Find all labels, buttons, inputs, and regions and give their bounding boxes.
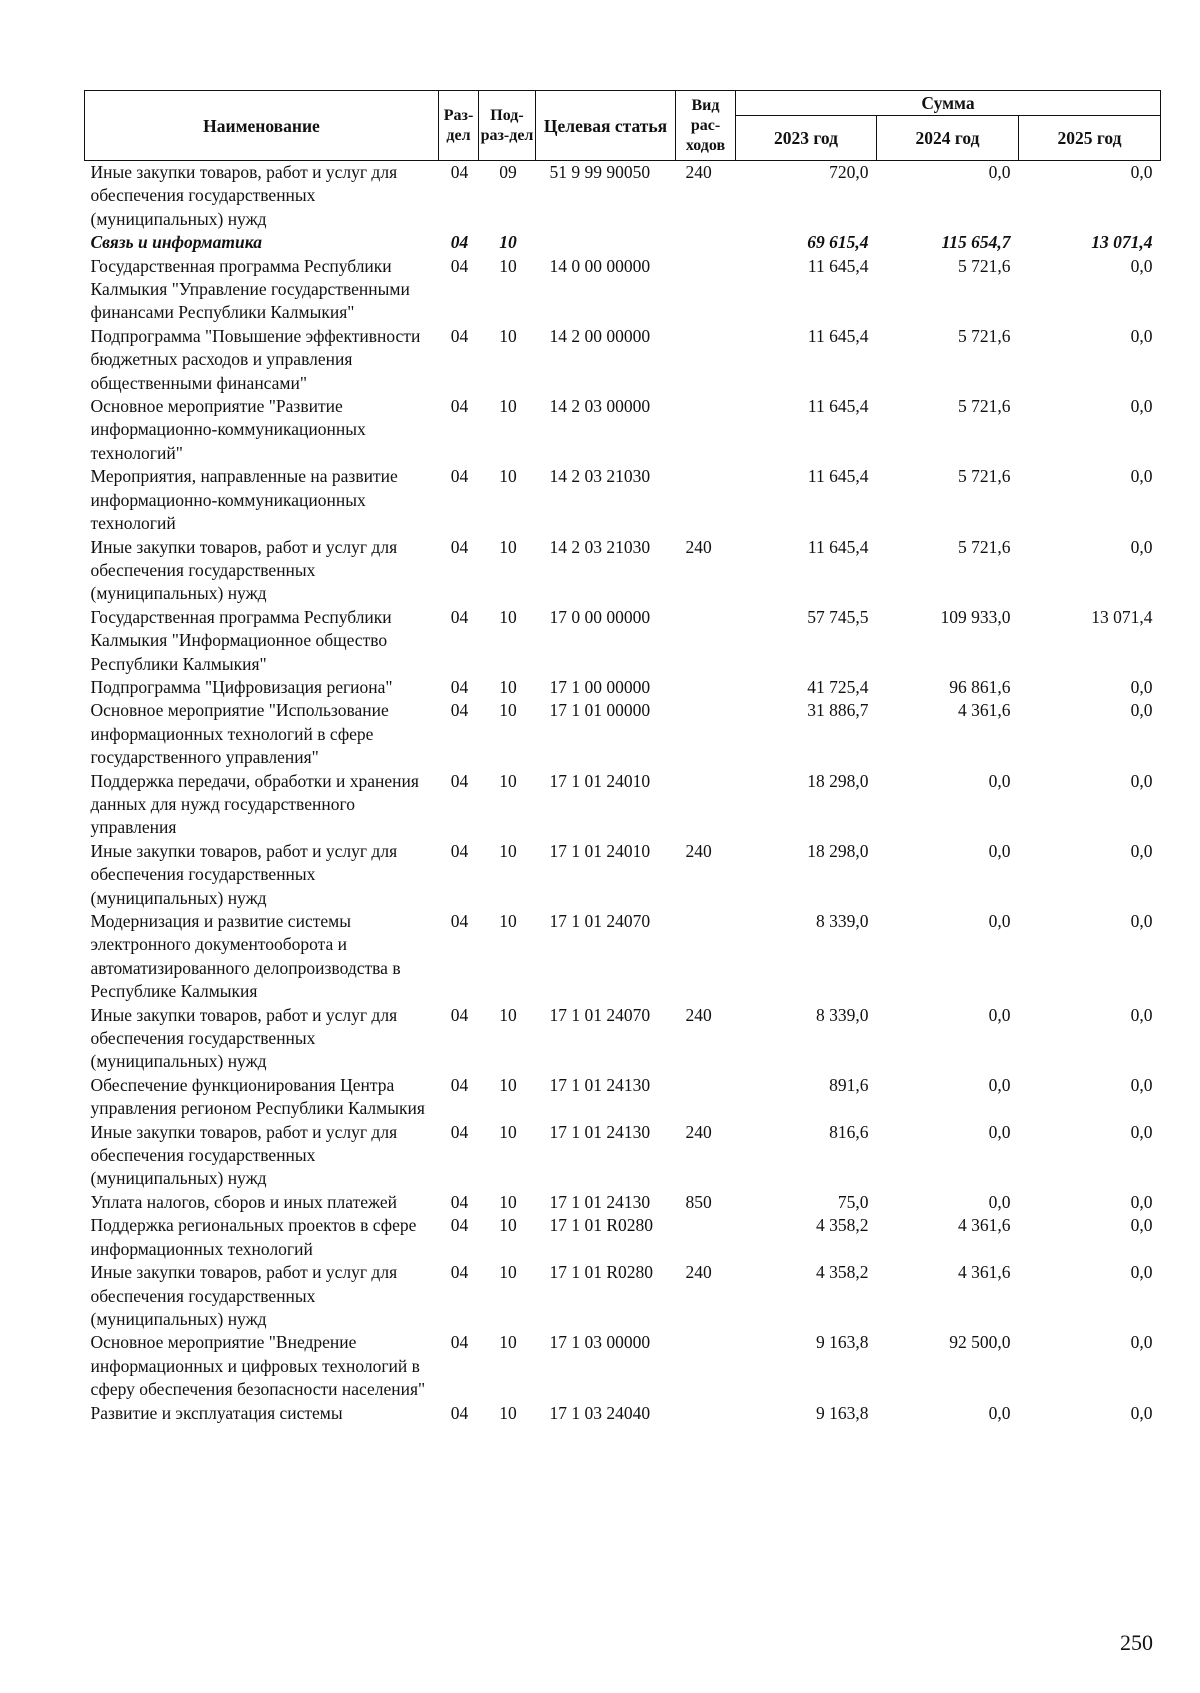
table-row xyxy=(85,325,1161,395)
row-razdel: 04 xyxy=(450,325,469,346)
table-row xyxy=(85,395,1161,465)
row-sum-2023: 31 886,7 xyxy=(807,700,869,721)
row-expense-type: 240 xyxy=(685,536,712,557)
row-name: Государственная программа Республики Калмыкия "Информационное общество Республики Калмыкия" xyxy=(90,606,392,674)
row-sum-2023: 8 339,0 xyxy=(816,1004,869,1025)
table-row xyxy=(85,1331,1161,1401)
row-expense-type xyxy=(676,1331,736,1401)
row-target-article: 14 2 03 00000 xyxy=(549,396,651,417)
row-razdel: 04 xyxy=(450,1191,469,1212)
row-sum-2025: 0,0 xyxy=(1130,1332,1153,1353)
row-podrazdel: 10 xyxy=(499,1332,517,1353)
row-sum-2024: 0,0 xyxy=(988,162,1011,182)
row-sum-2024: 0,0 xyxy=(988,840,1011,861)
row-sum-2024: 0,0 xyxy=(988,1074,1011,1095)
row-razdel: 04 xyxy=(450,1402,469,1423)
row-podrazdel: 10 xyxy=(499,466,517,487)
row-sum-2024: 96 861,6 xyxy=(949,676,1011,697)
row-podrazdel: 10 xyxy=(499,1262,517,1283)
row-sum-2023: 57 745,5 xyxy=(807,606,869,627)
row-expense-type xyxy=(676,699,736,769)
row-name: Основное мероприятие "Внедрение информационных и цифровых технологий в сферу обеспечения безопасности населения" xyxy=(90,1332,426,1400)
row-expense-type xyxy=(676,910,736,1004)
row-sum-2025: 13 071,4 xyxy=(1091,232,1153,253)
row-razdel: 04 xyxy=(450,162,469,182)
table-row xyxy=(85,536,1161,606)
row-podrazdel: 10 xyxy=(499,1402,517,1423)
row-target-article: 17 1 01 00000 xyxy=(549,700,651,721)
row-sum-2023: 75,0 xyxy=(837,1191,869,1212)
row-expense-type: 240 xyxy=(685,840,712,861)
row-name: Иные закупки товаров, работ и услуг для обеспечения государственных (муниципальных) нужд xyxy=(90,162,398,229)
row-name: Государственная программа Республики Калмыкия "Управление государственными финансами Республики Калмыкия" xyxy=(90,255,410,323)
row-sum-2025: 0,0 xyxy=(1130,1215,1153,1236)
row-podrazdel: 10 xyxy=(499,676,517,697)
row-sum-2025: 0,0 xyxy=(1130,536,1153,557)
header-sum: Сумма xyxy=(736,91,1161,116)
row-name: Иные закупки товаров, работ и услуг для обеспечения государственных (муниципальных) нужд xyxy=(90,536,398,604)
row-target-article: 17 1 00 00000 xyxy=(549,676,651,697)
row-target-article: 51 9 99 90050 xyxy=(549,162,651,182)
row-expense-type xyxy=(676,1074,736,1121)
table-row xyxy=(85,770,1161,840)
row-podrazdel: 10 xyxy=(499,396,517,417)
row-podrazdel: 10 xyxy=(499,255,517,276)
row-sum-2024: 109 933,0 xyxy=(940,606,1011,627)
row-razdel: 04 xyxy=(450,232,469,253)
table-row xyxy=(85,1121,1161,1191)
row-sum-2023: 18 298,0 xyxy=(807,840,869,861)
row-razdel: 04 xyxy=(450,1074,469,1095)
row-expense-type xyxy=(676,395,736,465)
table-row xyxy=(85,1214,1161,1261)
row-razdel: 04 xyxy=(450,255,469,276)
row-name: Обеспечение функционирования Центра управления регионом Республики Калмыкия xyxy=(90,1074,425,1119)
row-name: Поддержка региональных проектов в сфере информационных технологий xyxy=(90,1215,417,1259)
row-sum-2024: 5 721,6 xyxy=(958,466,1011,487)
row-razdel: 04 xyxy=(450,1004,469,1025)
row-expense-type: 240 xyxy=(685,1262,712,1283)
table-row xyxy=(85,1191,1161,1214)
row-sum-2025: 0,0 xyxy=(1130,162,1153,182)
row-sum-2024: 4 361,6 xyxy=(958,1262,1011,1283)
row-name: Иные закупки товаров, работ и услуг для обеспечения государственных (муниципальных) нужд xyxy=(90,840,398,908)
row-sum-2023: 69 615,4 xyxy=(807,232,869,253)
row-target-article: 14 0 00 00000 xyxy=(549,255,651,276)
row-sum-2023: 11 645,4 xyxy=(807,466,869,487)
header-vid: Вид рас-ходов xyxy=(676,91,736,161)
table-row xyxy=(85,1004,1161,1074)
row-expense-type: 850 xyxy=(685,1191,712,1212)
row-expense-type xyxy=(676,770,736,840)
row-expense-type: 240 xyxy=(685,1121,712,1142)
row-razdel: 04 xyxy=(450,1215,469,1236)
row-sum-2023: 11 645,4 xyxy=(807,536,869,557)
row-name: Модернизация и развитие системы электронного документооборота и автоматизированного делопроизводства в Республике Калмыкия xyxy=(90,911,401,1002)
row-podrazdel: 10 xyxy=(499,770,517,791)
row-sum-2023: 4 358,2 xyxy=(816,1215,869,1236)
row-sum-2023: 4 358,2 xyxy=(816,1262,869,1283)
row-target-article: 17 1 01 24070 xyxy=(549,911,651,931)
row-target-article xyxy=(536,231,676,254)
row-sum-2024: 4 361,6 xyxy=(958,1215,1011,1236)
table-row xyxy=(85,465,1161,535)
row-sum-2024: 5 721,6 xyxy=(958,255,1011,276)
row-target-article: 17 1 01 R0280 xyxy=(549,1262,654,1283)
header-podrazdel: Под-раз-дел xyxy=(479,91,536,161)
row-podrazdel: 10 xyxy=(499,536,517,557)
row-sum-2023: 11 645,4 xyxy=(807,255,869,276)
header-razdel: Раз-дел xyxy=(439,91,479,161)
budget-table xyxy=(84,90,1161,1425)
row-sum-2023: 41 725,4 xyxy=(807,676,869,697)
row-expense-type: 240 xyxy=(685,162,712,182)
row-podrazdel: 10 xyxy=(499,232,517,253)
table-body xyxy=(85,161,1161,1425)
row-sum-2024: 0,0 xyxy=(988,911,1011,931)
row-sum-2025: 0,0 xyxy=(1130,325,1153,346)
row-sum-2025: 0,0 xyxy=(1130,840,1153,861)
row-target-article: 17 1 01 24130 xyxy=(549,1074,651,1095)
page-number: 250 xyxy=(1120,1630,1153,1655)
row-sum-2025: 0,0 xyxy=(1130,1402,1153,1423)
row-sum-2024: 115 654,7 xyxy=(941,232,1011,253)
row-sum-2023: 720,0 xyxy=(829,162,869,182)
row-name: Мероприятия, направленные на развитие информационно-коммуникационных технологий xyxy=(90,466,398,534)
row-sum-2024: 5 721,6 xyxy=(958,536,1011,557)
table-row xyxy=(85,910,1161,1004)
row-sum-2023: 816,6 xyxy=(829,1121,869,1142)
row-name: Основное мероприятие "Использование информационных технологий в сфере государственного управления" xyxy=(90,700,389,768)
row-sum-2025: 0,0 xyxy=(1130,1262,1153,1283)
row-razdel: 04 xyxy=(450,1262,469,1283)
row-podrazdel: 10 xyxy=(499,1191,517,1212)
table-row xyxy=(85,699,1161,769)
header-target: Целевая статья xyxy=(536,91,676,161)
row-podrazdel: 10 xyxy=(499,1121,517,1142)
row-podrazdel: 10 xyxy=(499,325,517,346)
table-row xyxy=(85,255,1161,325)
row-name: Иные закупки товаров, работ и услуг для обеспечения государственных (муниципальных) нужд xyxy=(90,1004,398,1072)
row-target-article: 17 1 01 24130 xyxy=(549,1191,651,1212)
row-podrazdel: 10 xyxy=(499,1074,517,1095)
table-row xyxy=(85,161,1161,232)
row-sum-2023: 11 645,4 xyxy=(807,325,869,346)
row-expense-type xyxy=(676,606,736,676)
row-expense-type xyxy=(676,231,736,254)
row-sum-2025: 0,0 xyxy=(1130,1121,1153,1142)
row-expense-type: 240 xyxy=(685,1004,712,1025)
row-name: Иные закупки товаров, работ и услуг для обеспечения государственных (муниципальных) нужд xyxy=(90,1262,398,1329)
header-name: Наименование xyxy=(85,91,439,161)
row-expense-type xyxy=(676,1402,736,1425)
row-target-article: 17 1 03 00000 xyxy=(549,1332,651,1353)
row-sum-2023: 9 163,8 xyxy=(816,1332,869,1353)
row-sum-2024: 0,0 xyxy=(988,1121,1011,1142)
table-row xyxy=(85,606,1161,676)
row-sum-2023: 9 163,8 xyxy=(816,1402,869,1423)
row-sum-2025: 0,0 xyxy=(1130,1191,1153,1212)
row-razdel: 04 xyxy=(450,700,469,721)
row-sum-2025: 0,0 xyxy=(1130,396,1153,417)
row-razdel: 04 xyxy=(450,1332,469,1353)
row-name: Уплата налогов, сборов и иных платежей xyxy=(90,1191,397,1212)
row-sum-2024: 5 721,6 xyxy=(958,396,1011,417)
table-row xyxy=(85,1074,1161,1121)
row-razdel: 04 xyxy=(450,770,469,791)
row-sum-2024: 5 721,6 xyxy=(958,325,1011,346)
row-razdel: 04 xyxy=(450,1121,469,1142)
row-expense-type xyxy=(676,255,736,325)
row-razdel: 04 xyxy=(450,840,469,861)
row-target-article: 14 2 00 00000 xyxy=(549,325,651,346)
row-target-article: 17 1 01 24130 xyxy=(549,1121,651,1142)
row-target-article: 17 1 01 24070 xyxy=(549,1004,651,1025)
row-sum-2025: 13 071,4 xyxy=(1091,606,1153,627)
row-sum-2024: 0,0 xyxy=(988,1191,1011,1212)
row-sum-2023: 8 339,0 xyxy=(816,911,869,931)
row-sum-2024: 4 361,6 xyxy=(958,700,1011,721)
header-year-2023: 2023 год xyxy=(736,116,877,161)
row-expense-type xyxy=(676,676,736,699)
row-podrazdel: 10 xyxy=(499,911,517,931)
row-sum-2025: 0,0 xyxy=(1130,911,1153,931)
row-sum-2024: 0,0 xyxy=(988,1402,1011,1423)
header-year-2025: 2025 год xyxy=(1019,116,1161,161)
row-sum-2023: 891,6 xyxy=(829,1074,869,1095)
row-target-article: 17 1 03 24040 xyxy=(549,1402,651,1423)
row-podrazdel: 10 xyxy=(499,840,517,861)
table-row xyxy=(85,840,1161,910)
row-sum-2023: 11 645,4 xyxy=(807,396,869,417)
row-sum-2025: 0,0 xyxy=(1130,255,1153,276)
row-sum-2023: 18 298,0 xyxy=(807,770,869,791)
row-sum-2024: 92 500,0 xyxy=(949,1332,1011,1353)
table-row xyxy=(85,676,1161,699)
row-name: Подпрограмма "Цифровизация региона" xyxy=(90,676,393,697)
row-expense-type xyxy=(676,325,736,395)
table-row xyxy=(85,1402,1161,1425)
row-sum-2025: 0,0 xyxy=(1130,700,1153,721)
row-podrazdel: 10 xyxy=(499,700,517,721)
row-name: Развитие и эксплуатация системы xyxy=(90,1402,343,1423)
row-expense-type xyxy=(676,1214,736,1261)
row-razdel: 04 xyxy=(450,606,469,627)
table-header xyxy=(85,91,1161,161)
row-sum-2025: 0,0 xyxy=(1130,1004,1153,1025)
row-name: Основное мероприятие "Развитие информационно-коммуникационных технологий" xyxy=(90,396,366,463)
row-razdel: 04 xyxy=(450,466,469,487)
row-expense-type xyxy=(676,465,736,535)
row-sum-2024: 0,0 xyxy=(988,770,1011,791)
row-podrazdel: 10 xyxy=(499,1004,517,1025)
row-sum-2024: 0,0 xyxy=(988,1004,1011,1025)
row-target-article: 17 1 01 R0280 xyxy=(549,1215,654,1236)
row-name: Связь и информатика xyxy=(90,232,262,253)
row-razdel: 04 xyxy=(450,676,469,697)
row-name: Иные закупки товаров, работ и услуг для обеспечения государственных (муниципальных) нужд xyxy=(90,1121,398,1189)
row-sum-2025: 0,0 xyxy=(1130,676,1153,697)
row-target-article: 17 1 01 24010 xyxy=(549,770,651,791)
row-razdel: 04 xyxy=(450,536,469,557)
row-target-article: 17 1 01 24010 xyxy=(549,840,651,861)
row-target-article: 14 2 03 21030 xyxy=(549,536,651,557)
row-podrazdel: 09 xyxy=(499,162,517,182)
row-razdel: 04 xyxy=(450,396,469,417)
header-year-2024: 2024 год xyxy=(877,116,1019,161)
row-name: Подпрограмма "Повышение эффективности бюджетных расходов и управления общественными финансами" xyxy=(90,325,421,393)
row-sum-2025: 0,0 xyxy=(1130,1074,1153,1095)
row-razdel: 04 xyxy=(450,911,469,931)
row-target-article: 17 0 00 00000 xyxy=(549,606,651,627)
row-name: Поддержка передачи, обработки и хранения данных для нужд государственного управления xyxy=(90,770,419,838)
row-target-article: 14 2 03 21030 xyxy=(549,466,651,487)
row-sum-2025: 0,0 xyxy=(1130,770,1153,791)
row-sum-2025: 0,0 xyxy=(1130,466,1153,487)
table-row xyxy=(85,1261,1161,1331)
row-podrazdel: 10 xyxy=(499,606,517,627)
table-row xyxy=(85,231,1161,254)
row-podrazdel: 10 xyxy=(499,1215,517,1236)
